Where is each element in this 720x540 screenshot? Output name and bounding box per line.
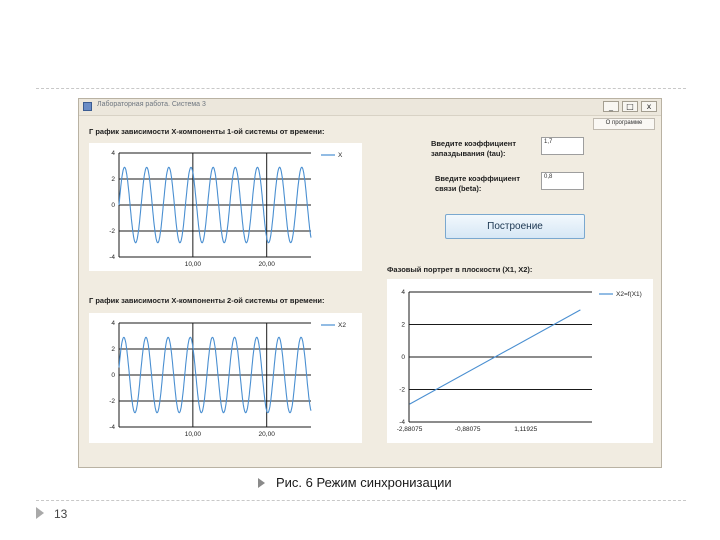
- tau-input[interactable]: 1,7: [541, 137, 584, 155]
- graph1-panel: [89, 143, 362, 271]
- graph1-ytick-label: 2: [111, 176, 115, 183]
- maximize-button[interactable]: □: [622, 101, 638, 112]
- page-number: 13: [54, 507, 68, 521]
- beta-input[interactable]: 0,8: [541, 172, 584, 190]
- graph1-xtick-label: 10,00: [184, 261, 201, 268]
- tau-label-2: запаздывания (tau):: [431, 149, 506, 158]
- phase-legend-label: X2=f(X1): [616, 291, 642, 298]
- phase-xtick-label: -2,88075: [396, 426, 423, 433]
- about-button[interactable]: О программе: [593, 118, 655, 130]
- title-bar: [79, 99, 661, 116]
- phase-ytick-label: 0: [401, 354, 405, 361]
- app-window: [78, 98, 662, 468]
- graph1-ytick-label: -4: [109, 254, 115, 261]
- graph2-label: Г рафик зависимости X-компоненты 2-ой системы от времени:: [89, 296, 325, 305]
- beta-label-2: связи (beta):: [435, 184, 482, 193]
- graph1-ytick-label: 4: [111, 150, 115, 157]
- build-button[interactable]: Построение: [445, 214, 585, 239]
- beta-label-1: Введите коэффициент: [435, 174, 521, 183]
- graph2-xtick-label: 10,00: [184, 431, 201, 438]
- graph1-xtick-label: 20,00: [258, 261, 275, 268]
- phase-label: Фазовый портрет в плоскости (X1, X2):: [387, 265, 533, 274]
- caption-arrow-icon: [258, 478, 265, 488]
- minimize-button[interactable]: _: [603, 101, 619, 112]
- phase-ytick-label: 4: [401, 289, 405, 296]
- top-divider: [36, 88, 686, 89]
- phase-xtick-label: 1,11925: [514, 426, 538, 433]
- graph2-ytick-label: 2: [111, 346, 115, 353]
- graph2-ytick-label: 4: [111, 320, 115, 327]
- graph2-ytick-label: 0: [111, 372, 115, 379]
- close-button[interactable]: x: [641, 101, 657, 112]
- graph2-panel: [89, 313, 362, 443]
- phase-xtick-label: -0,88075: [454, 426, 481, 433]
- phase-panel: [387, 279, 653, 443]
- graph1-ytick-label: 0: [111, 202, 115, 209]
- graph2-legend-label: X2: [338, 322, 346, 329]
- graph1-ytick-label: -2: [109, 228, 115, 235]
- graph1-chart: [89, 143, 362, 271]
- graph2-xtick-label: 20,00: [258, 431, 275, 438]
- phase-ytick-label: -4: [399, 419, 405, 426]
- figure-caption: Рис. 6 Режим синхронизации: [276, 475, 452, 490]
- graph1-label: Г рафик зависимости X-компоненты 1-ой системы от времени:: [89, 127, 325, 136]
- graph2-chart: [89, 313, 362, 443]
- tau-label-1: Введите коэффициент: [431, 139, 517, 148]
- phase-ytick-label: -2: [399, 386, 405, 394]
- app-icon: [83, 102, 92, 111]
- phase-chart: [387, 279, 653, 443]
- phase-ytick-label: 2: [401, 321, 405, 329]
- graph2-ytick-label: -4: [109, 424, 115, 431]
- page-arrow-icon: [36, 507, 44, 519]
- graph2-ytick-label: -2: [109, 398, 115, 405]
- window-title: Лабораторная работа. Система 3: [97, 101, 206, 108]
- graph1-legend-label: X: [338, 152, 343, 159]
- bottom-divider: [36, 500, 686, 501]
